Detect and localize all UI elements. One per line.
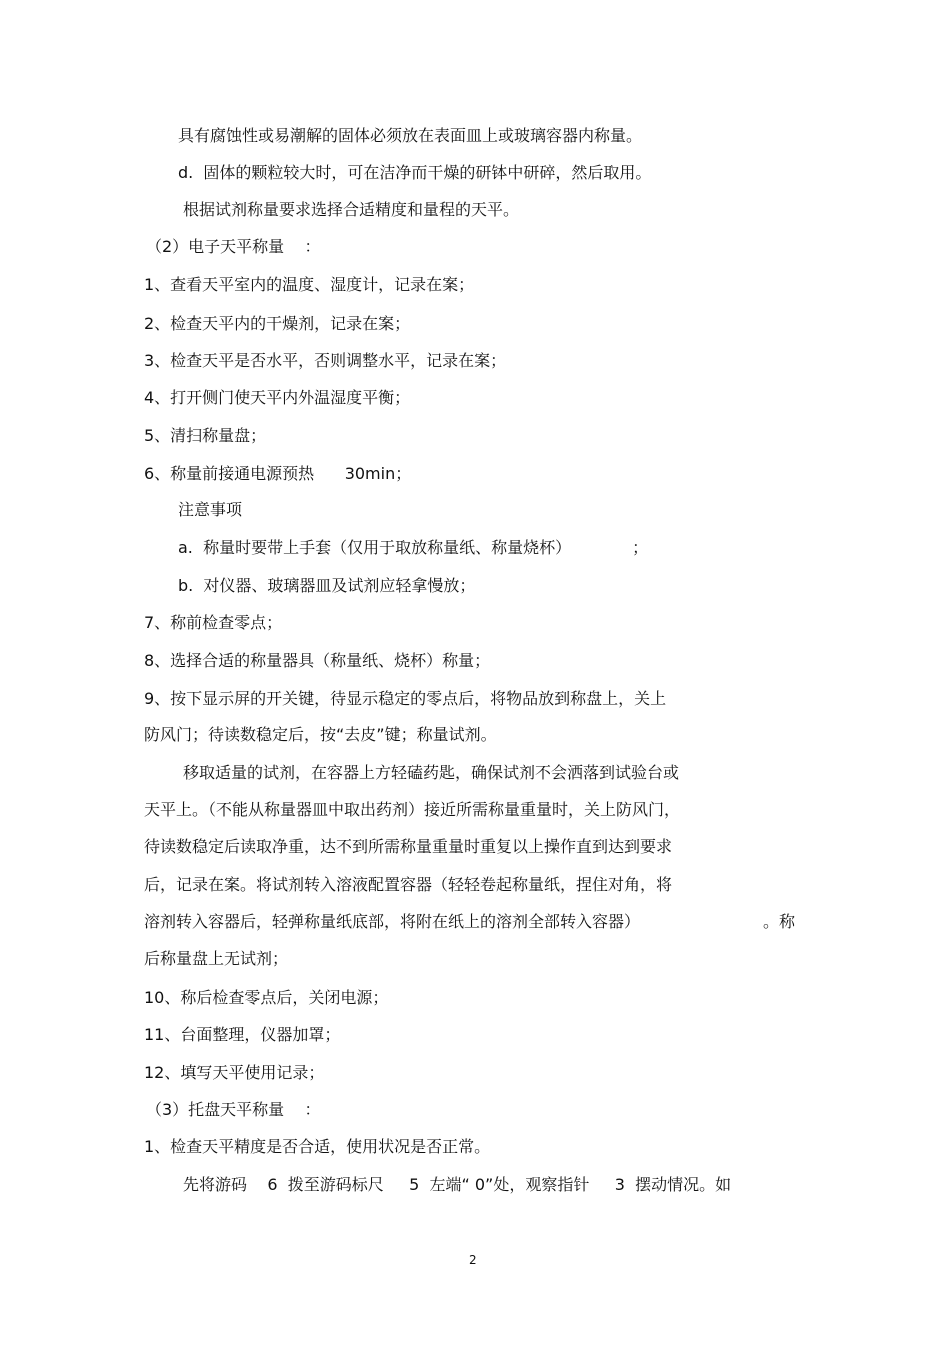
text-line: 5、清扫称量盘； xyxy=(144,426,267,445)
text-line-tail: 。称 xyxy=(763,912,796,931)
text-line: a. 称量时要带上手套（仅用于取放称量纸、称量烧杯） ； xyxy=(178,538,649,557)
text-line: 溶剂转入容器后，轻弹称量纸底部，将附在纸上的溶剂全部转入容器） xyxy=(144,912,641,931)
text-line: 12、填写天平使用记录； xyxy=(144,1063,325,1082)
text-line: 1、检查天平精度是否合适，使用状况是否正常。 xyxy=(144,1137,491,1156)
text-line: 11、台面整理，仪器加罩； xyxy=(144,1025,341,1044)
text-line: 2、检查天平内的干燥剂，记录在案； xyxy=(144,314,411,333)
text-line: 待读数稳定后读取净重，达不到所需称量重量时重复以上操作直到达到要求 xyxy=(144,837,673,856)
text-line: 6、称量前接通电源预热 30min； xyxy=(144,464,412,483)
text-line: d. 固体的颗粒较大时，可在洁净而干燥的研钵中研碎，然后取用。 xyxy=(178,163,652,182)
text-line: b. 对仪器、玻璃器皿及试剂应轻拿慢放； xyxy=(178,576,476,595)
text-line: 3、检查天平是否水平，否则调整水平，记录在案； xyxy=(144,351,507,370)
text-line: 移取适量的试剂，在容器上方轻磕药匙，确保试剂不会洒落到试验台或 xyxy=(183,763,680,782)
text-line: 1、查看天平室内的温度、湿度计，记录在案； xyxy=(144,275,475,294)
text-line: 4、打开侧门使天平内外温湿度平衡； xyxy=(144,388,411,407)
section-heading: （3）托盘天平称量 ： xyxy=(146,1100,321,1119)
text-line: 7、称前检查零点； xyxy=(144,613,283,632)
text-line: 根据试剂称量要求选择合适精度和量程的天平。 xyxy=(183,200,520,219)
subheading: 注意事项 xyxy=(178,500,243,519)
text-line: 后称量盘上无试剂； xyxy=(144,949,289,968)
text-line: 8、选择合适的称量器具（称量纸、烧杯）称量； xyxy=(144,651,491,670)
text-line: 天平上。（不能从称量器皿中取出药剂）接近所需称量重量时，关上防风门， xyxy=(144,800,681,819)
text-line: 先将游码 6 拨至游码标尺 5 左端“ 0”处，观察指针 3 摆动情况。如 xyxy=(183,1175,732,1194)
text-line: 防风门；待读数稳定后，按“去皮”键；称量试剂。 xyxy=(144,725,497,744)
section-heading: （2）电子天平称量 ： xyxy=(146,237,321,256)
text-line: 后，记录在案。将试剂转入溶液配置容器（轻轻卷起称量纸，捏住对角，将 xyxy=(144,875,673,894)
text-line: 具有腐蚀性或易潮解的固体必须放在表面皿上或玻璃容器内称量。 xyxy=(178,126,643,145)
page-number: 2 xyxy=(469,1253,477,1267)
text-line: 10、称后检查零点后，关闭电源； xyxy=(144,988,389,1007)
text-line: 9、按下显示屏的开关键，待显示稳定的零点后，将物品放到称盘上，关上 xyxy=(144,689,667,708)
